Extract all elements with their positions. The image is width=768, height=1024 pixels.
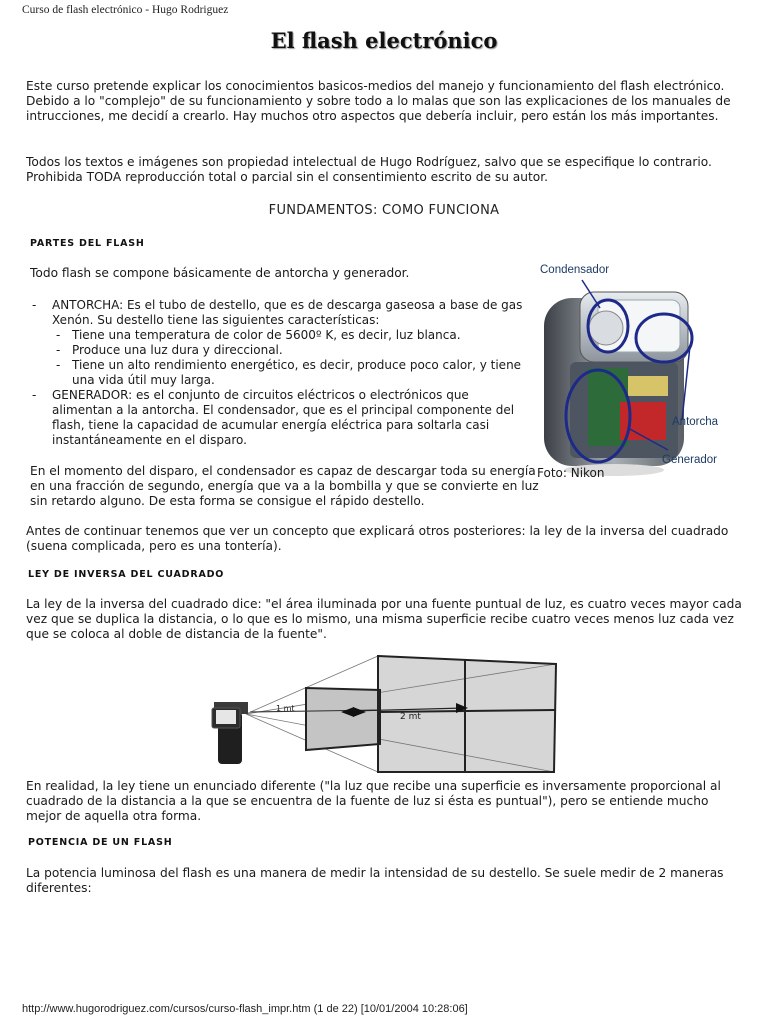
partes-heading: PARTES DEL FLASH [30, 238, 145, 249]
antorcha-sublist [52, 328, 530, 388]
condensador-label: Condensador [540, 264, 610, 276]
fundamentos-heading: FUNDAMENTOS: COMO FUNCIONA [268, 203, 500, 218]
realidad-paragraph: En realidad, la ley tiene un enunciado diferente ("la luz que recibe una superficie es inversamente proporcional al cuadrado de la distancia a la que se encuentra de la fuente de luz si ésta es puntual"), pero se entiende mucho mejor de aquella otra forma. [26, 779, 721, 823]
running-header: Curso de flash electrónico - Hugo Rodriguez [22, 4, 229, 16]
footer-url: http://www.hugorodriguez.com/cursos/curso-flash_impr.htm (1 de 22) [10/01/2004 10:28:06] [22, 1003, 468, 1015]
partes-list [30, 298, 530, 448]
page-title: El flash electrónico [270, 28, 498, 53]
generador-text: GENERADOR: es el conjunto de circuitos eléctricos o electrónicos que alimentan a la antorcha. El condensador, que es el principal componente del flash, tiene la capacidad de acumular energía eléctrica para soltarla casi instantáneamente en el disparo. [52, 388, 515, 447]
ley-paragraph: La ley de la inversa del cuadrado dice: "el área iluminada por una fuente puntual de luz, es cuatro veces mayor cada vez que se duplica la distancia, o lo que es lo mismo, una misma superficie recibe cuatro veces menos luz cada vez que se coloca al doble de distancia de la fuente". [26, 597, 742, 641]
intro-paragraph-2: Todos los textos e imágenes son propiedad intelectual de Hugo Rodríguez, salvo que se especifique lo contrario. Prohibida TODA reproducción total o parcial sin el consentimiento escrito de su autor. [26, 155, 712, 184]
antorcha-label: Antorcha [672, 416, 719, 428]
transicion-paragraph: Antes de continuar tenemos que ver un concepto que explicará otros posteriores: la ley de la inversa del cuadrado (suena complicada, pero es una tontería). [26, 524, 729, 553]
antorcha-text: ANTORCHA: Es el tubo de destello, que es de descarga gaseosa a base de gas Xenón. Su destello tiene las siguientes características: [52, 298, 523, 327]
flash-photo [532, 258, 764, 480]
partes-intro: Todo flash se compone básicamente de antorcha y generador. [30, 266, 410, 280]
ley-heading: LEY DE INVERSA DEL CUADRADO [28, 569, 225, 580]
antorcha-subitem: - Tiene un alto rendimiento energético, es decir, produce poco calor, y tiene una vida útil muy larga. [52, 358, 530, 388]
antorcha-item [30, 298, 530, 388]
inverse-square-illustration [200, 648, 570, 774]
disparo-paragraph: En el momento del disparo, el condensador es capaz de descargar toda su energía en una fracción de segundo, energía que va a la bombilla y que se convierte en luz sin retardo alguno. De esta forma se consigue el rápido destello. [30, 464, 539, 508]
generador-item [30, 388, 530, 448]
antorcha-subitem: - Produce una luz dura y direccional. [52, 343, 530, 358]
potencia-heading: POTENCIA DE UN FLASH [28, 837, 173, 848]
generador-label: Generador [662, 454, 717, 466]
inverse-square-diagram [200, 648, 570, 774]
distance-2-label: 2 mt [400, 712, 421, 722]
antorcha-subitem: - Tiene una temperatura de color de 5600º K, es decir, luz blanca. [52, 328, 530, 343]
distance-1-label: 1 mt [276, 704, 295, 713]
potencia-paragraph: La potencia luminosa del flash es una manera de medir la intensidad de su destello. Se suele medir de 2 maneras diferentes: [26, 866, 724, 895]
photo-credit: Foto: Nikon [537, 466, 605, 480]
intro-paragraph-1: Este curso pretende explicar los conocimientos basicos-medios del manejo y funcionamiento del flash electrónico. Debido a lo "complejo" de su funcionamiento y sobre todo a lo malas que son las explicaciones de los manuales de intrucciones, me decidí a crearlo. Hay muchos otro aspectos que debería incluir, pero están los más importantes. [26, 79, 731, 123]
flash-photo-illustration [532, 258, 764, 480]
